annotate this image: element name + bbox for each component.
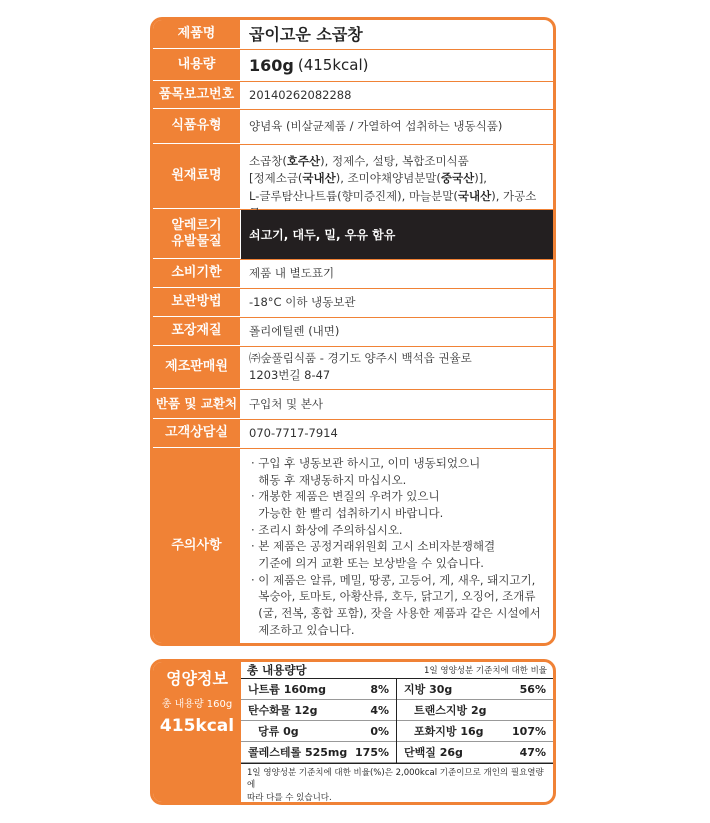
caution-line: · 개봉한 제품은 변질의 우려가 있으니: [251, 489, 440, 504]
nutrition-header-note: 1일 영양성분 기준치에 대한 비율: [424, 666, 547, 676]
label-returns: 반품 및 교환처: [153, 390, 241, 419]
value-ingredients: [241, 145, 553, 209]
nutrition-column-left: [241, 679, 397, 763]
value-content: [241, 50, 553, 81]
label-expiry: 소비기한: [153, 260, 241, 288]
label-food-type: 식품유형: [153, 110, 241, 144]
row-expiry: [153, 260, 553, 289]
nutrient-row: 단백질 26g 47%: [397, 742, 553, 763]
row-contact: [153, 420, 553, 449]
nutrient-row: 포화지방 16g 107%: [397, 721, 553, 742]
caution-line: · 구입 후 냉동보관 하시고, 이미 냉동되었으니: [251, 456, 481, 470]
row-storage: [153, 289, 553, 318]
product-info-table: [150, 17, 556, 646]
label-ingredients: 원재료명: [153, 145, 241, 209]
row-report-number: [153, 82, 553, 110]
label-content: 내용량: [153, 50, 241, 81]
manufacturer-line-1: ㈜숲풀림식품 - 경기도 양주시 백석읍 권율로: [249, 351, 472, 365]
label-report-number: 품목보고번호: [153, 82, 241, 109]
caution-line: 기준에 의거 교환 또는 보상받을 수 있습니다.: [251, 556, 484, 571]
label-product-name: 제품명: [153, 20, 241, 49]
row-product-name: [153, 20, 553, 50]
caution-line: · 이 제품은 알류, 메밀, 땅콩, 고등어, 게, 새우, 돼지고기,: [251, 572, 536, 587]
row-caution: [153, 449, 553, 643]
row-manufacturer: [153, 347, 553, 390]
nutrition-title: 영양정보: [166, 669, 228, 688]
value-expiry: 제품 내 별도표기: [249, 266, 335, 281]
nutrition-footnote: 1일 영양성분 기준치에 대한 비율(%)은 2,000kcal 기준이므로 개인의 필요열량에 따라 다를 수 있습니다.: [241, 763, 553, 805]
value-storage: -18°C 이하 냉동보관: [249, 295, 356, 310]
nutrition-header: [241, 662, 553, 679]
row-allergy: [153, 210, 553, 260]
row-content: [153, 50, 553, 82]
caution-line: 해동 후 재냉동하지 마십시오.: [251, 472, 407, 487]
value-returns: 구입처 및 본사: [249, 396, 323, 411]
caution-line: 가능한 한 빨리 섭취하기시 바랍니다.: [251, 506, 444, 521]
value-report-number: 20140262082288: [249, 87, 352, 102]
nutrition-total: 총 내용량 160g: [161, 699, 233, 710]
row-returns: [153, 390, 553, 420]
label-allergy: 알레르기 유발물질: [153, 210, 241, 259]
ingredients-line-2: [정제소금(국내산), 조미야채양념분말(중국산)],: [249, 171, 487, 186]
manufacturer-line-2: 1203번길 8-47: [249, 368, 331, 383]
nutrient-row: 나트륨 160mg 8%: [241, 679, 396, 700]
nutrient-row: 지방 30g 56%: [397, 679, 553, 700]
value-food-type: 양념육 (비살균제품 / 가열하여 섭취하는 냉동식품): [249, 119, 503, 134]
label-storage: 보관방법: [153, 289, 241, 317]
nutrient-row: 탄수화물 12g 4%: [241, 700, 396, 721]
nutrition-grid: [241, 679, 553, 763]
nutrient-row: 당류 0g 0%: [241, 721, 396, 742]
caution-line: 제조하고 있습니다.: [251, 622, 355, 637]
nutrition-header-title: 총 내용량당: [247, 663, 307, 677]
nutrition-column-right: [397, 679, 553, 763]
value-allergy: 쇠고기, 대두, 밀, 우유 함유: [241, 210, 553, 259]
value-product-name: 곱이고운 소곱창: [249, 24, 363, 44]
value-packaging: 폴리에틸렌 (내면): [249, 324, 340, 339]
value-manufacturer: [241, 347, 553, 389]
caution-line: · 조리시 화상에 주의하십시오.: [251, 522, 403, 537]
label-packaging: 포장재질: [153, 318, 241, 346]
label-manufacturer: 제조판매원: [153, 347, 241, 389]
caution-line: · 본 제품은 공정거래위원회 고시 소비자분쟁해결: [251, 539, 496, 554]
content-kcal: (415kcal): [297, 56, 369, 75]
nutrition-kcal: 415kcal: [159, 716, 235, 736]
nutrition-table: [241, 662, 553, 802]
nutrition-panel: [150, 659, 556, 805]
row-ingredients: [153, 145, 553, 210]
row-packaging: [153, 318, 553, 347]
nutrient-row: 트랜스지방 2g: [397, 700, 553, 721]
nutrition-summary: [153, 662, 241, 802]
row-food-type: [153, 110, 553, 145]
caution-line: 복숭아, 토마토, 아황산류, 호두, 닭고기, 오징어, 조개류: [251, 589, 536, 604]
caution-line: (굴, 전복, 홍합 포함), 잣을 사용한 제품과 같은 시설에서: [251, 606, 541, 621]
label-contact: 고객상담실: [153, 420, 241, 448]
content-amount: 160g: [249, 55, 294, 75]
ingredients-line-1: 소곱창(호주산), 정제수, 설탕, 복합조미식품: [249, 154, 469, 168]
label-caution: 주의사항: [153, 449, 241, 643]
value-contact: 070-7717-7914: [249, 426, 338, 441]
ingredients-line-3: L-글루탐산나트륨(향미증진제), 마늘분말(국내산), 가공소: [249, 188, 537, 203]
nutrient-row: 콜레스테롤 525mg 175%: [241, 742, 396, 763]
value-caution: [241, 449, 553, 643]
